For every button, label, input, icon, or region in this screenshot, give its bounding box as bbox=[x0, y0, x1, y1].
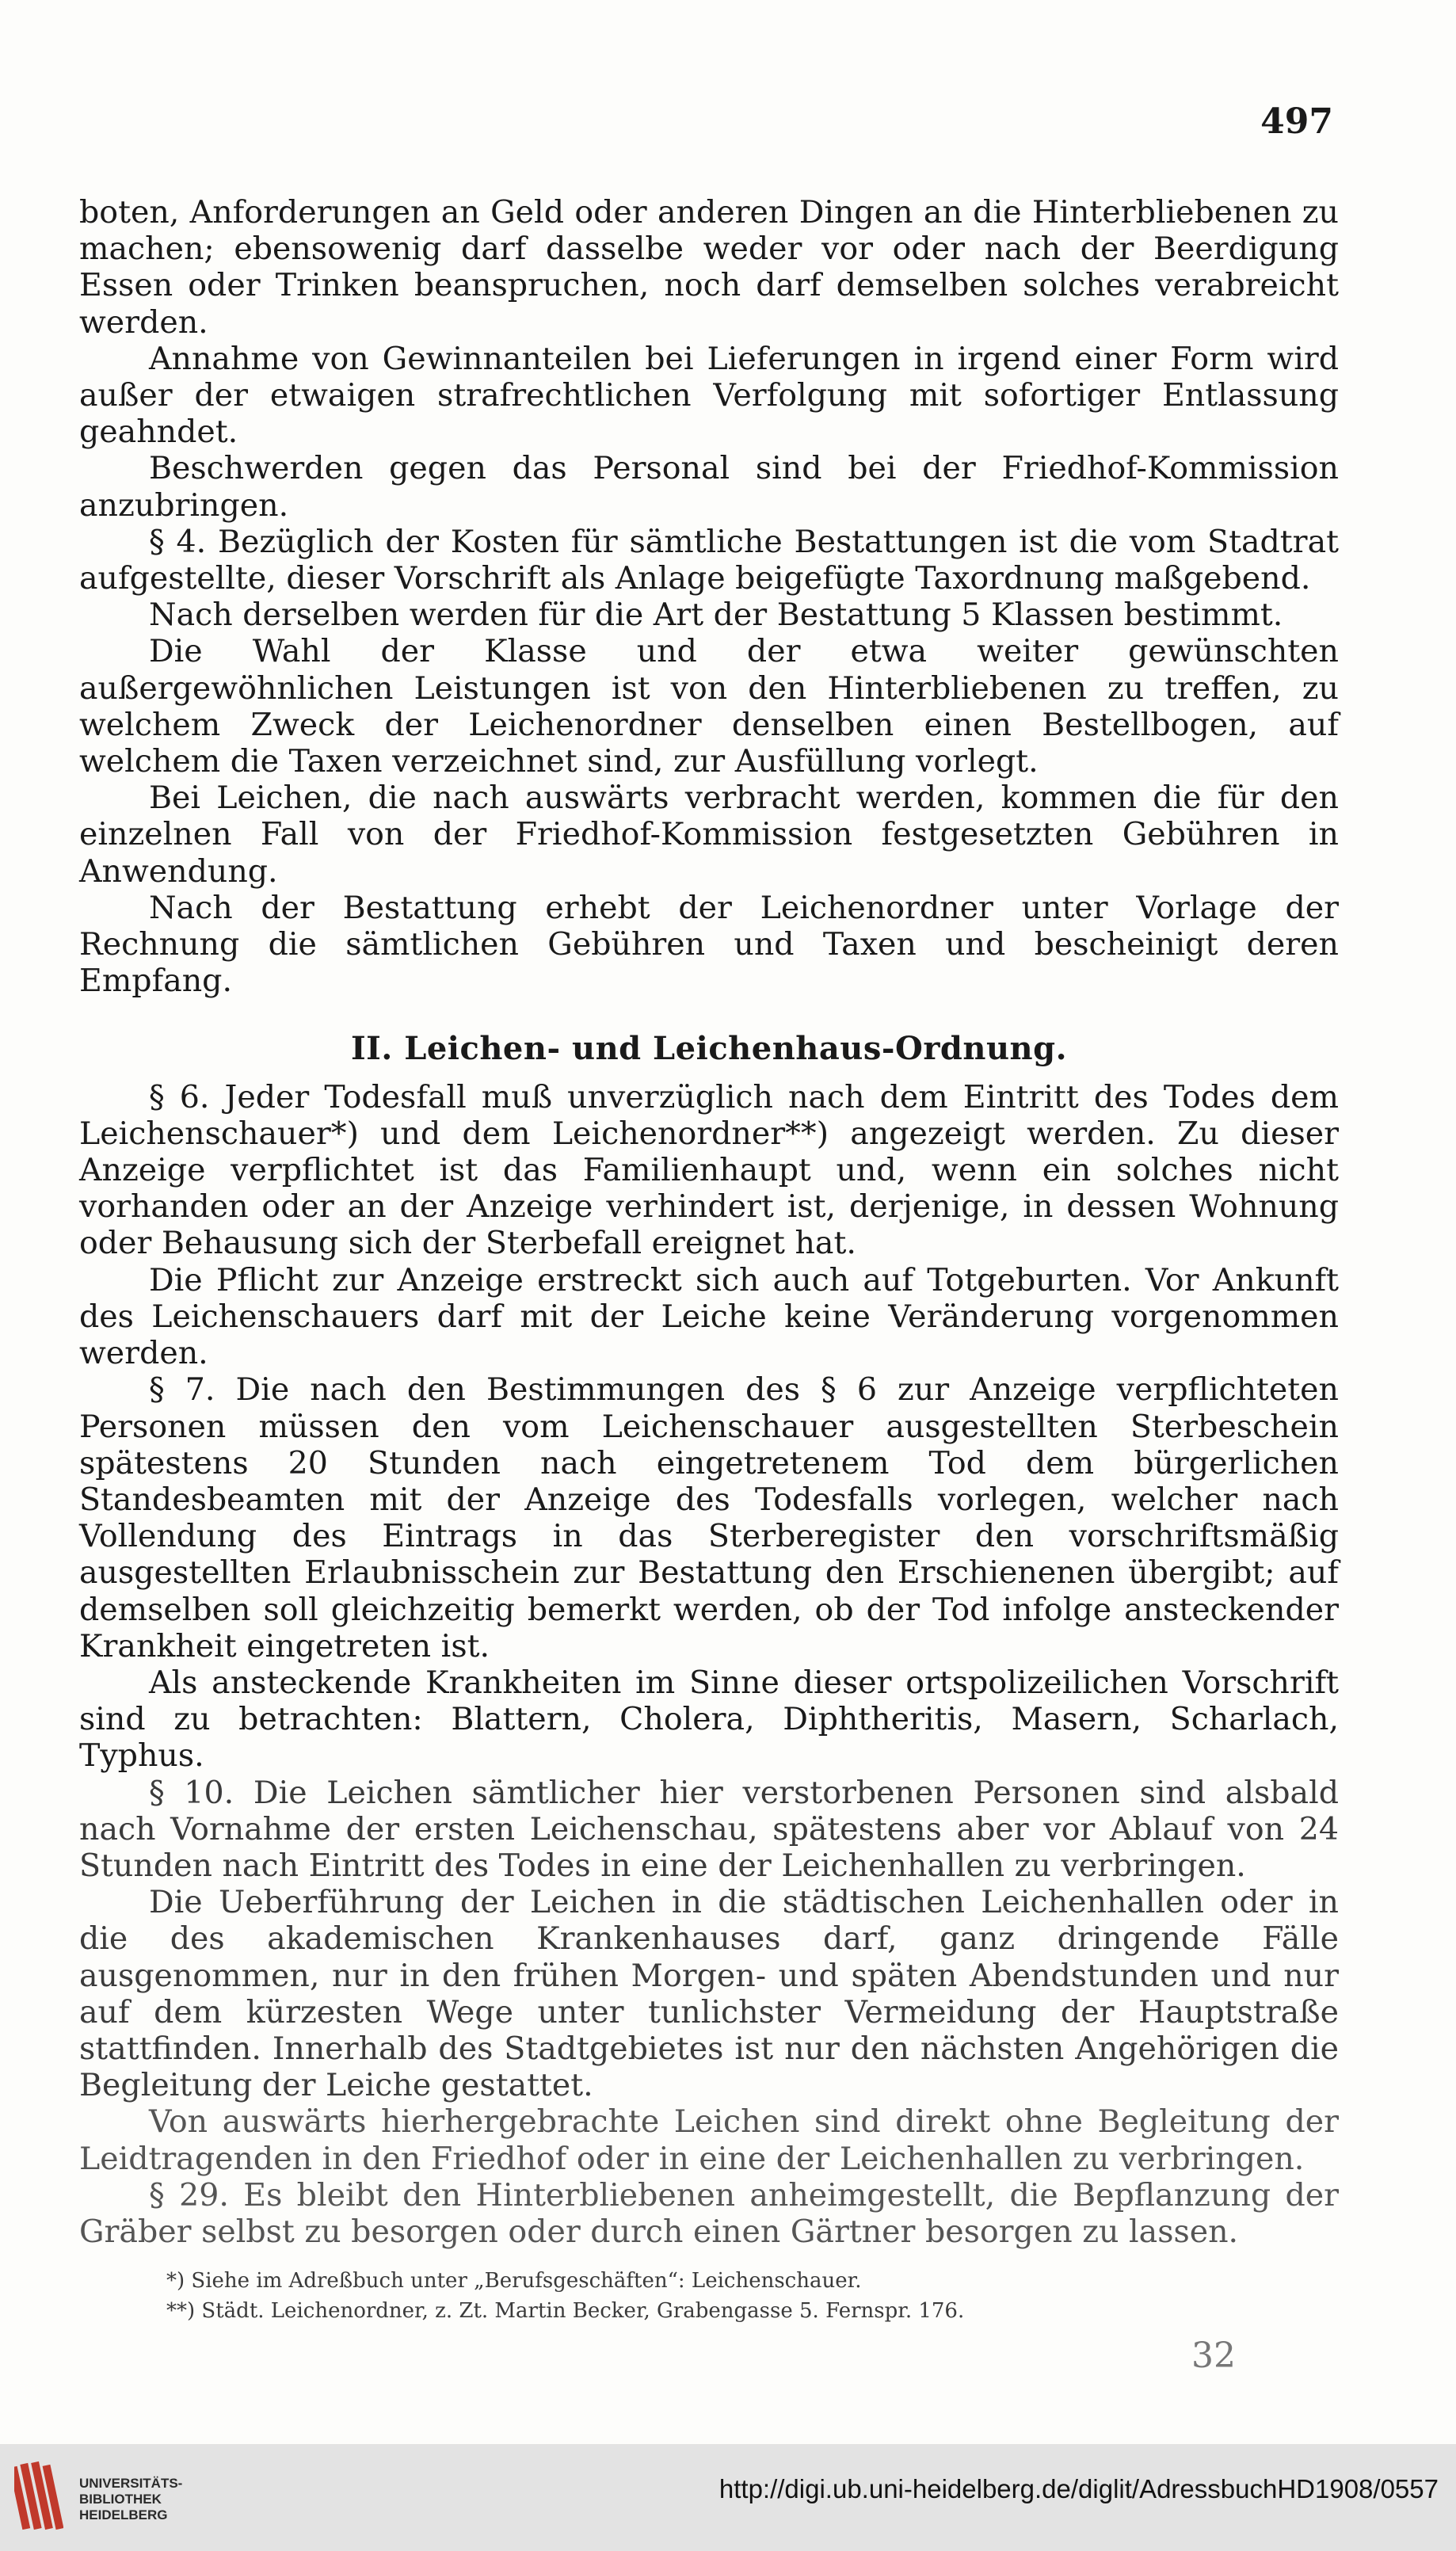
paragraph: Die Pflicht zur Anzeige erstreckt sich auch auf Totgeburten. Vor Ankunft des Leichenschauers darf mit der Leiche keine Veränderung vorgenommen werden. bbox=[79, 1261, 1339, 1372]
body-text bbox=[79, 194, 1339, 2250]
section-heading: II. Leichen- und Leichenhaus-Ordnung. bbox=[350, 1030, 1068, 1068]
signature-mark: 32 bbox=[1191, 2336, 1236, 2376]
paragraph: Die Ueberführung der Leichen in die städtischen Leichenhallen oder in die des akademischen Krankenhauses darf, ganz dringende Fälle ausgenommen, nur in den frühen Morgen- und späten Abendstunden und nur auf dem kürzesten Wege unter tunlichster Vermeidung der Hauptstraße stattfinden. Innerhalb des Stadtgebietes ist nur den nächsten Angehörigen die Begleitung der Leiche gestattet. bbox=[79, 1884, 1339, 2104]
paragraph: Nach derselben werden für die Art der Bestattung 5 Klassen bestimmt. bbox=[149, 597, 1283, 634]
paragraph: Nach der Bestattung erhebt der Leichenordner unter Vorlage der Rechnung die sämtlichen Gebühren und Taxen und bescheinigt deren Empfang. bbox=[79, 889, 1339, 1000]
paragraph: Annahme von Gewinnanteilen bei Lieferungen in irgend einer Form wird außer der etwaigen strafrechtlichen Verfolgung mit sofortiger Entlassung geahndet. bbox=[79, 340, 1339, 451]
paragraph: Von auswärts hierhergebrachte Leichen sind direkt ohne Begleitung der Leidtragenden in den Friedhof oder in eine der Leichenhallen zu verbringen. bbox=[79, 2103, 1339, 2177]
paragraph: § 7. Die nach den Bestimmungen des § 6 zur Anzeige verpflichteten Personen müssen den vom Leichenschauer ausgestellten Sterbeschein spätestens 20 Stunden nach eingetretenem Tod dem bürgerlichen Standesbeamten mit der Anzeige des Todesfalls vorlegen, welcher nach Vollendung des Eintrags in das Sterberegister den vorschriftsmäßig ausgestellten Erlaubnisschein zur Bestattung den Erschienenen übergibt; auf demselben soll gleichzeitig bemerkt werden, ob der Tod infolge ansteckender Krankheit eingetreten ist. bbox=[79, 1371, 1339, 1664]
footnote: **) Städt. Leichenordner, z. Zt. Martin Becker, Grabengasse 5. Fernspr. 176. bbox=[166, 2299, 965, 2323]
source-url-link[interactable]: http://digi.ub.uni-heidelberg.de/diglit/AdressbuchHD1908/0557 bbox=[718, 2474, 1439, 2503]
paragraph: boten, Anforderungen an Geld oder anderen Dingen an die Hinterbliebenen zu machen; ebensowenig darf dasselbe weder vor oder nach der Beerdigung Essen oder Trinken beanspruchen, noch darf demselben solches verabreicht werden. bbox=[79, 194, 1339, 341]
paragraph: Die Wahl der Klasse und der etwa weiter gewünschten außergewöhnlichen Leistungen ist von den Hinterbliebenen zu treffen, zu welchem Zweck der Leichenordner denselben einen Bestellbogen, auf welchem die Taxen verzeichnet sind, zur Ausfüllung vorlegt. bbox=[79, 633, 1339, 780]
paragraph: § 6. Jeder Todesfall muß unverzüglich nach dem Eintritt des Todes dem Leichenschauer*) und dem Leichenordner**) angezeigt werden. Zu dieser Anzeige verpflichtet ist das Familienhaupt und, wenn ein solches nicht vorhanden oder an der Anzeige verhindert ist, derjenige, in dessen Wohnung oder Behausung sich der Sterbefall ereignet hat. bbox=[79, 1078, 1339, 1262]
viewer-footer bbox=[0, 2444, 1456, 2551]
paragraph: Bei Leichen, die nach auswärts verbracht werden, kommen die für den einzelnen Fall von der Friedhof-Kommission festgesetzten Gebühren in Anwendung. bbox=[79, 780, 1339, 890]
library-logo-text: UNIVERSITÄTS- BIBLIOTHEK HEIDELBERG bbox=[79, 2476, 183, 2522]
footnote: *) Siehe im Adreßbuch unter „Berufsgeschäften“: Leichenschauer. bbox=[166, 2269, 862, 2293]
paragraph: § 4. Bezüglich der Kosten für sämtliche Bestattungen ist die vom Stadtrat aufgestellte, dieser Vorschrift als Anlage beigefügte Taxordnung maßgebend. bbox=[79, 523, 1339, 597]
paragraph: Als ansteckende Krankheiten im Sinne dieser ortspolizeilichen Vorschrift sind zu betrachten: Blattern, Cholera, Diphtheritis, Masern, Scharlach, Typhus. bbox=[79, 1664, 1339, 1775]
paragraph: § 29. Es bleibt den Hinterbliebenen anheimgestellt, die Bepflanzung der Gräber selbst zu besorgen oder durch einen Gärtner besorgen zu lassen. bbox=[79, 2176, 1339, 2250]
paragraph: Beschwerden gegen das Personal sind bei der Friedhof-Kommission anzubringen. bbox=[79, 450, 1339, 524]
library-logo-icon bbox=[14, 2460, 63, 2533]
page-number: 497 bbox=[1260, 101, 1333, 142]
paragraph: § 10. Die Leichen sämtlicher hier verstorbenen Personen sind alsbald nach Vornahme der ersten Leichenschau, spätestens aber vor Ablauf von 24 Stunden nach Eintritt des Todes in eine der Leichenhallen zu verbringen. bbox=[79, 1774, 1339, 1884]
footnotes bbox=[166, 2266, 1315, 2326]
